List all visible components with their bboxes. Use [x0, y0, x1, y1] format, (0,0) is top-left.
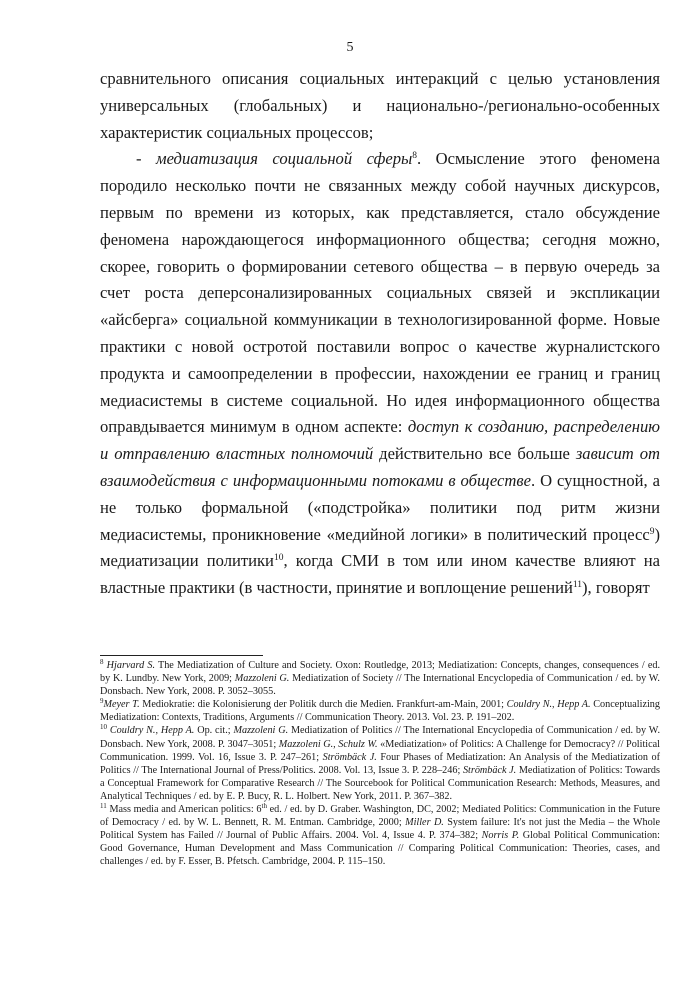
footnote-11 — [100, 803, 660, 868]
footnote-text: The Mediatization of Culture and Society. Oxon: Routledge, 2013; Mediatization: Concepts, changes, consequences / ed. by K. Lundby. New York, 2009; — [100, 660, 661, 685]
footnote-author: Strömbäck J. — [322, 751, 377, 763]
paragraph-mediatization — [100, 146, 660, 602]
footnotes — [100, 659, 660, 869]
emphasis-text: зависит от взаимодействия с информационными потоками в обществе — [100, 444, 660, 490]
footnote-author: Mazzoleni G., Schulz W. — [278, 738, 378, 750]
footnote-author: Norris P. — [481, 830, 520, 842]
footnote-text: «Mediatization» of Politics: A Challenge for Democracy? // Political Communication. 1999. Vol. 16, Issue 3. P. 247–261; — [100, 738, 660, 763]
footnote-author: Strömbäck J. — [462, 764, 517, 776]
footnote-text: Mediatization of Society // The International Encyclopedia of Communication / ed. by W. Donsbach. New York, 2008. P. 3052–3055. — [100, 673, 660, 698]
footnote-text: Global Political Communication: Good Governance, Human Development and Mass Communication // Comparing Political Communication: Theories, cases, and challenges / ed. by F. Esser, B. Pfetsch. Cambridge, 2004. P. 115–150. — [100, 830, 660, 868]
footnote-author: Meyer T. — [103, 699, 140, 711]
body-text — [100, 66, 660, 602]
footnote-author: Mazzoleni G. — [234, 673, 290, 685]
footnote-number: 9 — [100, 697, 104, 706]
footnote-text: Mediokratie: die Kolonisierung der Politik durch die Medien. Frankfurt-am-Main, 2001; — [139, 699, 507, 711]
paragraph-text: ) медиатизации политики — [100, 524, 660, 571]
emphasis-text: доступ к созданию, распределению и отправлению властных полномочий — [100, 417, 660, 464]
footnote-number: 8 — [100, 658, 104, 666]
footnote-number: 11 — [100, 802, 107, 811]
footnote-text: Four Phases of Mediatization: An Analysis of the Mediatization of Politics // The International Journal of Press/Politics. 2008. Vol. 13, Issue 3. P. 228–246; — [100, 751, 661, 776]
ordinal-suffix: th — [261, 802, 267, 811]
footnote-author: Couldry N., Hepp A. — [109, 725, 195, 737]
footnote-text: ed. / ed. by D. Graber. Washington, DC, 2002; Mediated Politics: Communication in the Future of Democracy / ed. by W. L. Bennett, R. M. Entman. Cambridge, 2000; — [100, 804, 660, 829]
footnote-author: Miller D. — [405, 817, 444, 829]
footnote-text: Mass media and American politics: 6 — [106, 804, 262, 816]
footnote-author: Couldry N., Hepp A. — [506, 699, 591, 711]
footnote-number: 10 — [100, 723, 107, 732]
paragraph-text: , когда СМИ в том или ином качестве влияют на властные практики (в частности, принятие и воплощение решений — [100, 551, 660, 598]
footnote-text: Conceptualizing Mediatization: Contexts, Traditions, Arguments // Communication Theory. 2013. Vol. 23. P. 191–202. — [100, 699, 660, 724]
paragraph-text: ), говорят — [582, 578, 650, 598]
paragraph-text: . О сущностной, а не только формальной («подстройка» политики под ритм жизни медиасистемы, проникновение «медийной логики» в политический процесс — [100, 470, 660, 544]
footnote-separator — [100, 655, 263, 656]
list-dash: - — [136, 149, 157, 169]
footnote-9 — [100, 698, 660, 724]
footnote-text: System failure: It's not just the Media – the Whole Political System has Failed // Journal of Public Affairs. 2004. Vol. 4, Issue 4. P. 374–382; — [100, 817, 661, 842]
footnote-ref-11[interactable]: 11 — [572, 580, 582, 591]
page-number: 5 — [346, 40, 354, 55]
paragraph-continuation: сравнительного описания социальных интеракций с целью установления универсальных (глобальных) и национально-/регионально-особенных характеристик социальных процессов; — [100, 69, 660, 142]
footnote-author: Hjarvard S. — [106, 660, 155, 671]
footnote-author: Mazzoleni G. — [233, 725, 289, 737]
footnote-8 — [100, 659, 660, 698]
footnote-ref-9[interactable]: 9 — [649, 526, 655, 537]
paragraph-text: . Осмысление этого феномена породило несколько почти не связанных между собой научных дискурсов, первым по времени из которых, как представляется, стало обсуждение феномена нарождающегося информационного общества; сегодня можно, скорее, говорить о формировании сетевого общества – в первую очередь за счет роста деперсонализированных социальных связей и экспликации «айсберга» социальной коммуникации в технологизированной форме. Новые практики с новой остротой поставили вопрос о качестве журналистского продукта и самоопределении в профессии, нахождении ее границ и границ медиасистемы в системе социальной. Но идея информационного общества оправдывается минимум в одном аспекте: — [100, 149, 660, 437]
footnote-ref-8[interactable]: 8 — [412, 151, 418, 162]
footnote-text: Mediatization of Politics: Towards a Conceptual Framework for Comparative Research // The Sourcebook for Political Communication Research: Methods, Measures, and Analytical Techniques / ed. by E. P. Bucy, R. L. Holbert. New York, 2011. P. 367–382. — [100, 764, 660, 802]
footnote-10 — [100, 724, 660, 803]
term-mediatization: медиатизация социальной сферы — [156, 149, 413, 169]
footnote-text: Op. cit.; — [194, 725, 234, 737]
paragraph-text: действительно все больше — [373, 444, 576, 464]
footnote-ref-10[interactable]: 10 — [273, 553, 284, 564]
footnote-text: Mediatization of Politics // The International Encyclopedia of Communication / ed. by W. Donsbach. New York, 2008. P. 3047–3051; — [100, 725, 660, 750]
